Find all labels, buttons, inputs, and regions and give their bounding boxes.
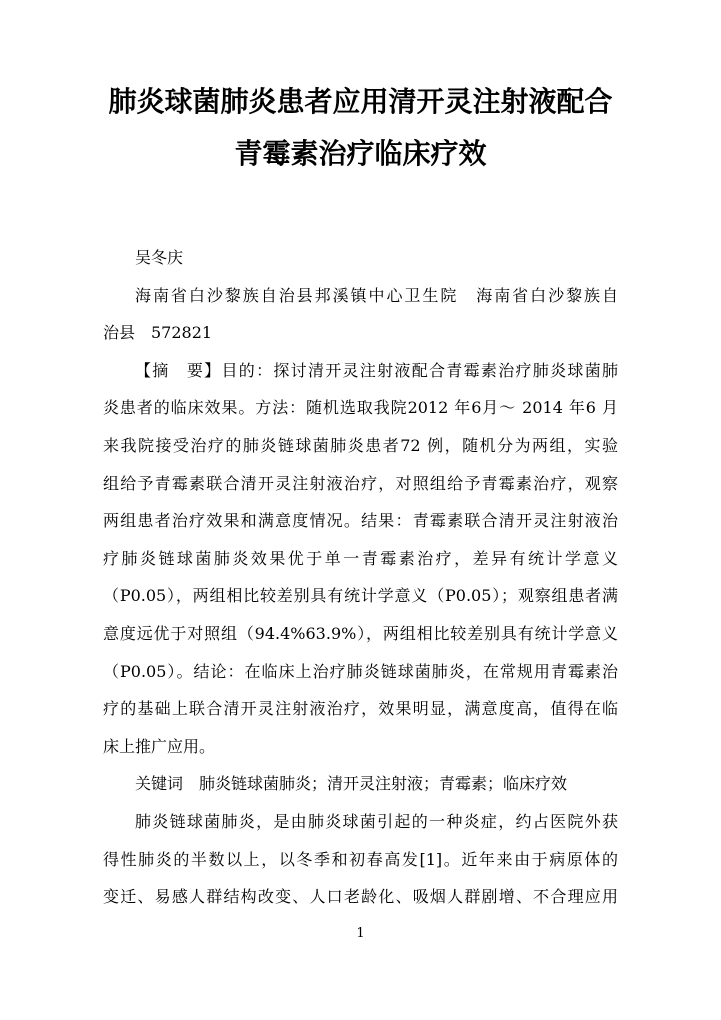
introduction-line: 得性肺炎的半数以上，以冬季和初春高发[1]。近年来由于病原体的	[103, 849, 618, 869]
page-number: 1	[356, 926, 365, 941]
document-title-line-1: 肺炎球菌肺炎患者应用清开灵注射液配合	[108, 85, 613, 118]
author-name: 吴冬庆	[135, 248, 184, 267]
abstract-line: （P0.05）。结论：在临床上治疗肺炎链球菌肺炎，在常规用青霉素治	[103, 661, 618, 681]
abstract-line: 疗的基础上联合清开灵注射液治疗，效果明显，满意度高，值得在临	[103, 699, 618, 719]
abstract-line: 来我院接受治疗的肺炎链球菌肺炎患者72 例，随机分为两组，实验	[103, 435, 618, 455]
abstract-line: 意度远优于对照组（94.4%63.9%），两组相比较差别具有统计学意义	[103, 623, 618, 643]
keywords-line: 关键词 肺炎链球菌肺炎；清开灵注射液；青霉素；临床疗效	[135, 774, 568, 794]
abstract-line: 疗肺炎链球菌肺炎效果优于单一青霉素治疗，差异有统计学意义	[103, 548, 618, 568]
abstract-line: 两组患者治疗效果和满意度情况。结果：青霉素联合清开灵注射液治	[103, 511, 618, 531]
abstract-line: 炎患者的临床效果。方法：随机选取我院2012 年6月～ 2014 年6 月	[103, 398, 618, 418]
introduction-line: 变迁、易感人群结构改变、人口老龄化、吸烟人群剧增、不合理应用	[103, 887, 618, 907]
document-title-line-2: 青霉素治疗临床疗效	[234, 137, 487, 170]
affiliation-line: 海南省白沙黎族自治县邦溪镇中心卫生院 海南省白沙黎族自	[135, 285, 618, 305]
document-title	[103, 76, 618, 180]
affiliation-line: 治县 572821	[103, 323, 213, 343]
abstract-line: （P0.05），两组相比较差别具有统计学意义（P0.05）；观察组患者满	[103, 586, 618, 606]
document-body	[103, 239, 618, 916]
abstract-line: 组给予青霉素联合清开灵注射液治疗，对照组给予青霉素治疗，观察	[103, 473, 618, 493]
introduction-line: 肺炎链球菌肺炎，是由肺炎球菌引起的一种炎症，约占医院外获	[135, 811, 618, 831]
abstract-line: 【摘 要】目的：探讨清开灵注射液配合青霉素治疗肺炎球菌肺	[135, 360, 618, 380]
document-content	[103, 0, 618, 1020]
abstract-line: 床上推广应用。	[103, 736, 216, 756]
